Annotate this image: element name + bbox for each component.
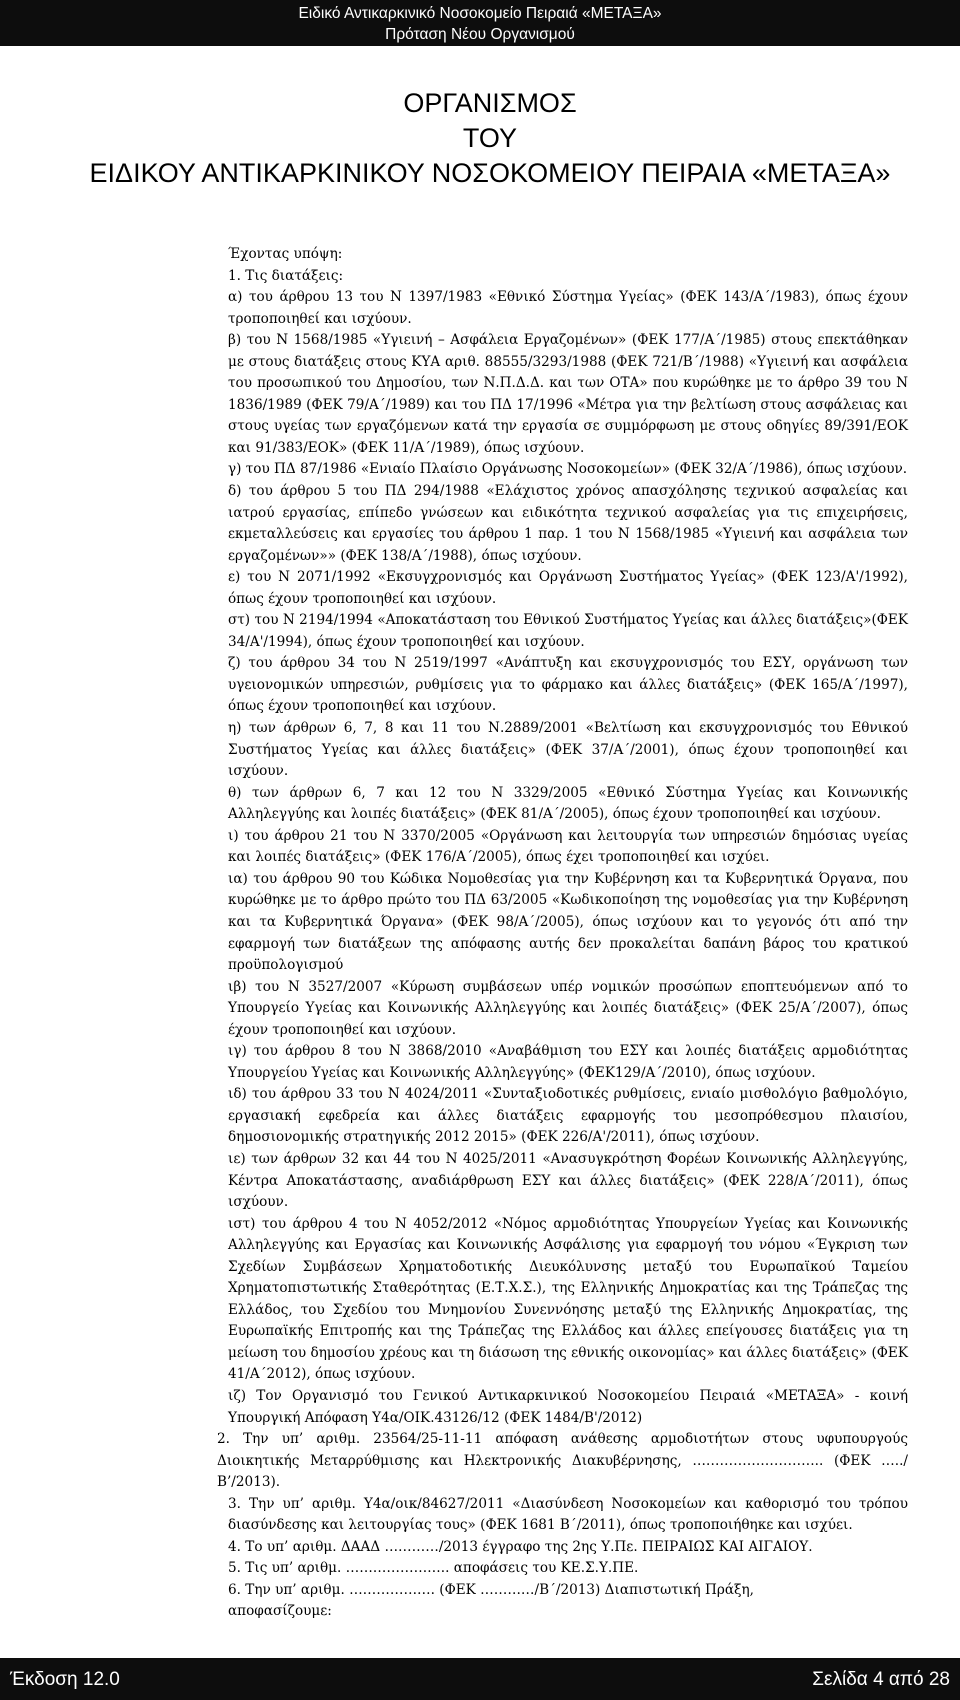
item-1-heading: 1. Τις διατάξεις: [228, 267, 344, 284]
provision-ig: ιγ) του άρθρου 8 του Ν 3868/2010 «Αναβάθμιση του ΕΣΥ και λοιπές διατάξεις αρμοδιότητας Υπουργείου Υγείας και Κοινωνικής Αλληλεγγύης» (ΦΕΚ129/Α΄/2010), όπως ισχύουν. [228, 1043, 908, 1081]
title-line-3: ΕΙΔΙΚΟΥ ΑΝΤΙΚΑΡΚΙΝΙΚΟΥ ΝΟΣΟΚΟΜΕΙΟΥ ΠΕΙΡΑΙΑ «ΜΕΤΑΞΑ» [89, 158, 891, 188]
header-institution: Ειδικό Αντικαρκινικό Νοσοκομείο Πειραιά «ΜΕΤΑΞΑ» [298, 5, 662, 22]
item-3: 3. Την υπ’ αριθμ. Υ4α/οικ/84627/2011 «Διασύνδεση Νοσοκομείων και καθορισμό του τρόπου διασύνδεσης και λειτουργίας τους» (ΦΕΚ 1681 Β΄/2011), όπως τροποποιήθηκε και ισχύει. [228, 1495, 908, 1534]
title-line-2: ΤΟΥ [462, 123, 518, 153]
item-5: 5. Τις υπ’ αριθμ. ………………….. αποφάσεις του ΚΕ.Σ.Υ.ΠΕ. [228, 1560, 639, 1577]
page-footer [0, 1658, 960, 1700]
page-header [0, 0, 960, 46]
intro-text: Έχοντας υπόψη: [228, 246, 343, 262]
provision-i: η) των άρθρων 6, 7, 8 και 11 του Ν.2889/2001 «Βελτίωση και εκσυγχρονισμός του Εθνικού Συστήματος Υγείας και άλλες διατάξεις» (ΦΕΚ 37/Α΄/2001), όπως έχουν τροποποιηθεί και ισχύουν. [228, 720, 908, 780]
provision-ist: ιστ) του άρθρου 4 του Ν 4052/2012 «Νόμος αρμοδιότητας Υπουργείων Υγείας και Κοινωνικής Αλληλεγγύης και Εργασίας και Κοινωνικής Ασφάλισης για εφαρμογή του νόμου «Έγκριση των Σχεδίων Συμβάσεων Χρηματοδοτικής Διευκόλυνσης μεταξύ του Ευρωπαϊκού Ταμείου Χρηματοπιστωτικής Σταθερότητας (Ε.Τ.Χ.Σ.), της Ελληνικής Δημοκρατίας και της Τράπεζας της Ελλάδος, του Σχεδίου του Μνημονίου Συνεννόησης μεταξύ της Ελληνικής Δημοκρατίας, της Ευρωπαϊκής Επιτροπής και της Τράπεζας της Ελλάδος και άλλες επείγουσες διατάξεις για τη μείωση του δημοσίου χρέους και τη διάσωση της εθνικής οικονομίας» και άλλες διατάξεις» (ΦΕΚ 41/Α΄2012), όπως ισχύουν. [228, 1215, 908, 1383]
provision-id: ιδ) του άρθρου 33 του Ν 4024/2011 «Συνταξιοδοτικές ρυθμίσεις, ενιαίο μισθολόγιο βαθμολόγιο, εργασιακή εφεδρεία και άλλες διατάξεις εφαρμογής του μεσοπρόθεσμου πλαισίου, δημοσιονομικής στρατηγικής 2012 2015» (ΦΕΚ 226/Α'/2011), όπως ισχύουν. [228, 1086, 908, 1146]
provision-e: ε) του Ν 2071/1992 «Εκσυγχρονισμός και Οργάνωση Συστήματος Υγείας» (ΦΕΚ 123/Α'/1992), όπως έχουν τροποποιηθεί και ισχύουν. [228, 569, 908, 607]
provision-b: β) του Ν 1568/1985 «Υγιεινή – Ασφάλεια Εργαζομένων» (ΦΕΚ 177/Α΄/1985) στους επεκτάθηκαν με στους διατάξεις στους ΚΥΑ αριθ. 88555/3293/1988 (ΦΕΚ 721/Β΄/1988) «Υγιεινή και ασφάλεια του προσωπικού του Δημοσίου, των Ν.Π.Δ.Δ. και των ΟΤΑ» που κυρώθηκε με το άρθρο 39 του Ν 1836/1989 (ΦΕΚ 79/Α΄/1989) και του ΠΔ 17/1996 «Μέτρα για την βελτίωση στους ασφάλειας και στους υγείας των εργαζόμενων κατά την εργασία σε συμμόρφωση με στους οδηγίες 89/391/ΕΟΚ και 91/383/ΕΟΚ» (ΦΕΚ 11/Α΄/1989), όπως ισχύουν. [228, 332, 908, 456]
item-4: 4. Το υπ’ αριθμ. ΔΑΑΔ …………/2013 έγγραφο της 2ης Υ.Πε. ΠΕΙΡΑΙΩΣ ΚΑΙ ΑΙΓΑΙΟΥ. [228, 1538, 813, 1555]
provision-ib: ιβ) του Ν 3527/2007 «Κύρωση συμβάσεων υπέρ νομικών προσώπων εποπτευόμενων από το Υπουργείο Υγείας και Κοινωνικής Αλληλεγγύης και λοιπές διατάξεις» (ΦΕΚ 25/Α΄/2007), όπως έχουν τροποποιηθεί και ισχύουν. [228, 978, 908, 1038]
footer-version: Έκδοση 12.0 [10, 1669, 120, 1690]
document-body [217, 244, 908, 1623]
provision-ia: ια) του άρθρου 90 του Κώδικα Νομοθεσίας για την Κυβέρνηση και τα Κυβερνητικά Όργανα, που κυρώθηκε με το άρθρο πρώτο του ΠΔ 63/2005 «Κωδικοποίηση της νομοθεσίας για την Κυβέρνηση και τα Κυβερνητικά Όργανα» (ΦΕΚ 98/Α΄/2005), όπως ισχύουν και το γεγονός ότι από την εφαρμογή των διατάξεων της απόφασης αυτής δεν προκαλείται δαπάνη βάρος του κρατικού προϋπολογισμού [228, 870, 908, 974]
provision-z: ζ) του άρθρου 34 του Ν 2519/1997 «Ανάπτυξη και εκσυγχρονισμός του ΕΣΥ, οργάνωση των υγειονομικών υπηρεσιών, ρυθμίσεις για το φάρμακο και άλλες διατάξεις» (ΦΕΚ 165/Α΄/1997), όπως έχουν τροποποιηθεί και ισχύουν. [228, 655, 908, 715]
item-2: 2. Την υπ’ αριθμ. 23564/25-11-11 απόφαση ανάθεσης αρμοδιοτήτων στους υφυπουργούς Διοικητικής Μεταρρύθμισης και Ηλεκτρονικής Διακυβέρνησης, ……………………….. (ΦΕΚ …../Β’/2013). [217, 1431, 908, 1491]
provision-c: γ) του ΠΔ 87/1986 «Ενιαίο Πλαίσιο Οργάνωσης Νοσοκομείων» (ΦΕΚ 32/Α΄/1986), όπως ισχύουν. [228, 461, 908, 478]
footer-page-number: Σελίδα 4 από 28 [812, 1669, 950, 1690]
provision-a: α) του άρθρου 13 του Ν 1397/1983 «Εθνικό Σύστημα Υγείας» (ΦΕΚ 143/Α΄/1983), όπως έχουν τροποποιηθεί και ισχύουν. [228, 289, 908, 327]
provision-j: ι) του άρθρου 21 του Ν 3370/2005 «Οργάνωση και λειτουργία των υπηρεσιών δημόσιας υγείας και λοιπές διατάξεις» (ΦΕΚ 176/Α΄/2005), όπως έχει τροποποιηθεί και ισχύει. [228, 827, 908, 866]
provision-iz: ιζ) Τον Οργανισμό του Γενικού Αντικαρκινικού Νοσοκομείου Πειραιά «ΜΕΤΑΞΑ» - κοινή Υπουργική Απόφαση Υ4α/ΟΙΚ.43126/12 (ΦΕΚ 1484/Β'/2012) [228, 1387, 908, 1426]
item-6: 6. Την υπ’ αριθμ. ………………. (ΦΕΚ …………/Β΄/2013) Διαπιστωτική Πράξη, [228, 1581, 754, 1598]
provision-ie: ιε) των άρθρων 32 και 44 του Ν 4025/2011 «Ανασυγκρότηση Φορέων Κοινωνικής Αλληλεγγύης, Κέντρα Αποκατάστασης, αναδιάρθρωση ΕΣΥ και άλλες διατάξεις» (ΦΕΚ 228/Α΄/2011), όπως ισχύουν. [228, 1150, 908, 1211]
document-title [0, 86, 960, 191]
provision-st: στ) του Ν 2194/1994 «Αποκατάσταση του Εθνικού Συστήματος Υγείας και άλλες διατάξεις»(ΦΕΚ 34/Α'/1994), όπως έχουν τροποποιηθεί και ισχύουν. [228, 612, 908, 650]
provision-d: δ) του άρθρου 5 του ΠΔ 294/1988 «Ελάχιστος χρόνος απασχόλησης τεχνικού ασφαλείας και ιατρού εργασίας, επίπεδο γνώσεων και ειδικότητα τεχνικού ασφαλείας για τις επιχειρήσεις, εκμεταλλεύσεις και εργασίες του άρθρου 1 παρ. 1 του Ν 1568/1985 «Υγιεινή και ασφάλεια των εργαζομένων»» (ΦΕΚ 138/Α΄/1988), όπως ισχύουν. [228, 483, 908, 564]
header-subtitle: Πρόταση Νέου Οργανισμού [385, 26, 575, 43]
title-line-1: ΟΡΓΑΝΙΣΜΟΣ [403, 88, 577, 118]
provision-th: θ) των άρθρων 6, 7 και 12 του Ν 3329/2005 «Εθνικό Σύστημα Υγείας και Κοινωνικής Αλληλεγγύης και λοιπές διατάξεις» (ΦΕΚ 81/Α΄/2005), όπως έχουν τροποποιηθεί και ισχύουν. [228, 784, 908, 823]
closing-text: αποφασίζουμε: [228, 1603, 332, 1620]
